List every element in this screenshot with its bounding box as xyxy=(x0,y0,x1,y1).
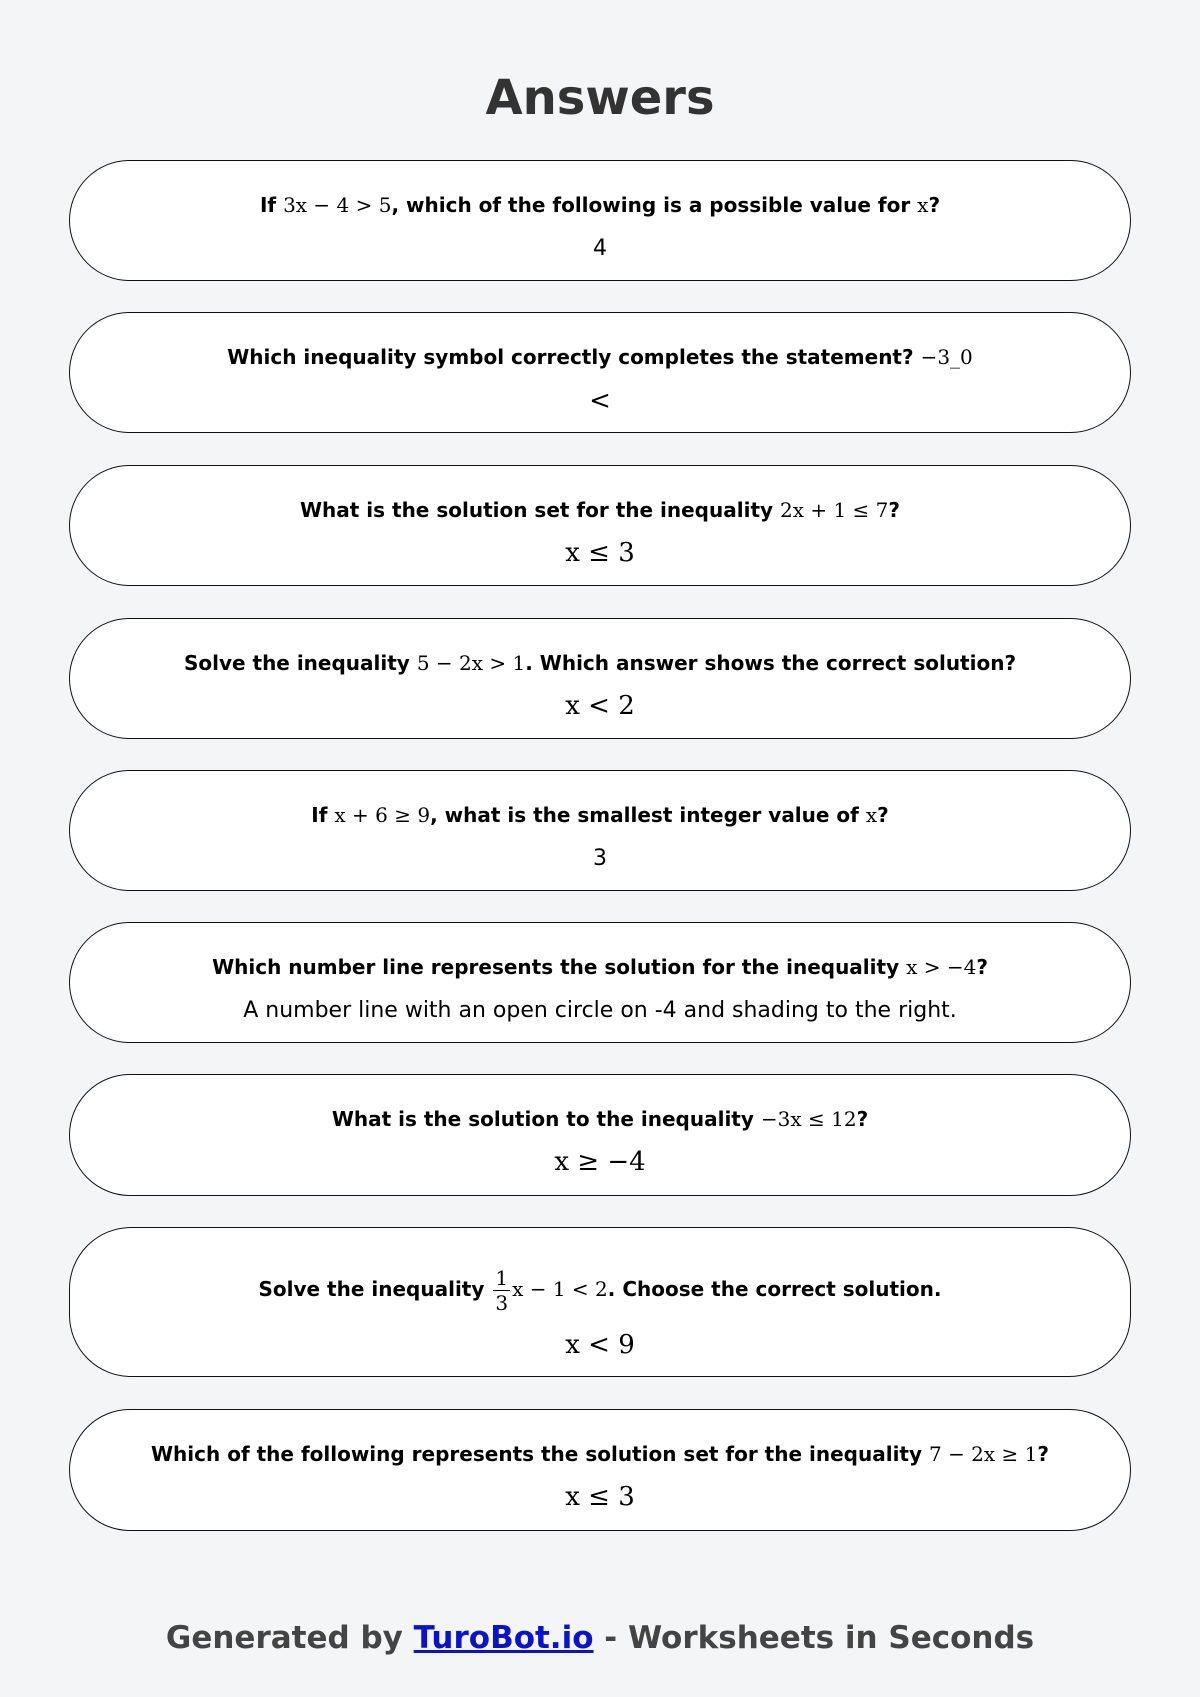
answer-text xyxy=(70,235,1130,263)
answer-value: 3 xyxy=(593,846,607,871)
answer-text xyxy=(70,539,1130,569)
question-math: 2x + 1 ≤ 7 xyxy=(780,498,889,522)
question-suffix: . Choose the correct solution. xyxy=(607,1277,942,1301)
answer-value: x < 9 xyxy=(565,1330,635,1360)
question-suffix: ? xyxy=(888,498,901,522)
question-text xyxy=(70,497,1130,523)
question-math-variable: x xyxy=(865,803,878,827)
answer-value: x ≥ −4 xyxy=(554,1147,646,1177)
page-title: Answers xyxy=(485,70,715,126)
answer-card xyxy=(69,770,1131,891)
question-text xyxy=(70,954,1130,980)
question-prefix: Which of the following represents the solution set for the inequality xyxy=(151,1442,929,1466)
answer-card xyxy=(69,1227,1131,1377)
answer-text xyxy=(70,692,1130,722)
question-text xyxy=(70,1441,1130,1467)
question-text xyxy=(70,650,1130,676)
answer-value: A number line with an open circle on -4 and shading to the right. xyxy=(243,998,957,1023)
answer-card xyxy=(69,1074,1131,1196)
question-prefix: What is the solution set for the inequality xyxy=(299,498,780,522)
question-end: ? xyxy=(877,803,889,827)
question-math: −3x ≤ 12 xyxy=(760,1107,857,1131)
question-math: x + 6 ≥ 9 xyxy=(334,803,431,827)
footer-suffix: - Worksheets in Seconds xyxy=(593,1620,1035,1656)
footer-prefix: Generated by xyxy=(165,1620,414,1656)
question-math: 5 − 2x > 1 xyxy=(416,651,526,675)
question-suffix: . Which answer shows the correct solution? xyxy=(525,651,1017,675)
question-math: 7 − 2x ≥ 1 xyxy=(928,1442,1038,1466)
question-prefix: Which inequality symbol correctly completes the statement? xyxy=(227,345,921,369)
question-prefix: Solve the inequality xyxy=(183,651,417,675)
question-prefix: What is the solution to the inequality xyxy=(331,1107,761,1131)
answer-value: < xyxy=(589,386,611,416)
question-math: x − 1 < 2 xyxy=(512,1277,608,1301)
question-prefix: If xyxy=(311,803,335,827)
answer-card xyxy=(69,465,1131,586)
answer-value: x < 2 xyxy=(565,691,635,721)
answer-text xyxy=(70,1483,1130,1513)
fraction-denominator: 3 xyxy=(495,1291,509,1315)
question-math: 3x − 4 > 5 xyxy=(283,193,392,217)
question-math: −3_0 xyxy=(920,345,973,369)
footer-link[interactable]: TuroBot.io xyxy=(413,1620,594,1656)
question-end: ? xyxy=(928,193,941,217)
answer-value: 4 xyxy=(593,236,607,261)
answer-text xyxy=(70,1148,1130,1178)
footer xyxy=(0,1618,1200,1658)
answer-value: x ≤ 3 xyxy=(565,1482,635,1512)
fraction xyxy=(493,1266,510,1315)
answer-text xyxy=(70,1331,1130,1361)
answer-card xyxy=(69,618,1131,739)
question-prefix: If xyxy=(259,193,284,217)
question-text xyxy=(70,192,1130,218)
answer-text xyxy=(70,387,1130,417)
question-suffix: , what is the smallest integer value of xyxy=(430,803,866,827)
answer-text xyxy=(70,997,1130,1025)
question-suffix: , which of the following is a possible value for xyxy=(391,193,918,217)
question-suffix: ? xyxy=(1037,1442,1049,1466)
question-text xyxy=(70,1106,1130,1132)
answer-value: x ≤ 3 xyxy=(565,538,635,568)
question-math: x > −4 xyxy=(906,955,977,979)
fraction-numerator: 1 xyxy=(495,1266,509,1290)
answer-card xyxy=(69,1409,1131,1531)
question-suffix: ? xyxy=(976,955,988,979)
question-suffix: ? xyxy=(856,1107,869,1131)
question-prefix: Which number line represents the solution for the inequality xyxy=(212,955,907,979)
answer-card xyxy=(69,160,1131,281)
question-text xyxy=(70,344,1130,370)
answer-text xyxy=(70,845,1130,873)
question-text xyxy=(70,1260,1130,1318)
answer-card xyxy=(69,312,1131,433)
question-text xyxy=(70,802,1130,828)
question-math-variable: x xyxy=(917,193,929,217)
answer-card xyxy=(69,922,1131,1043)
question-prefix: Solve the inequality xyxy=(258,1277,492,1301)
